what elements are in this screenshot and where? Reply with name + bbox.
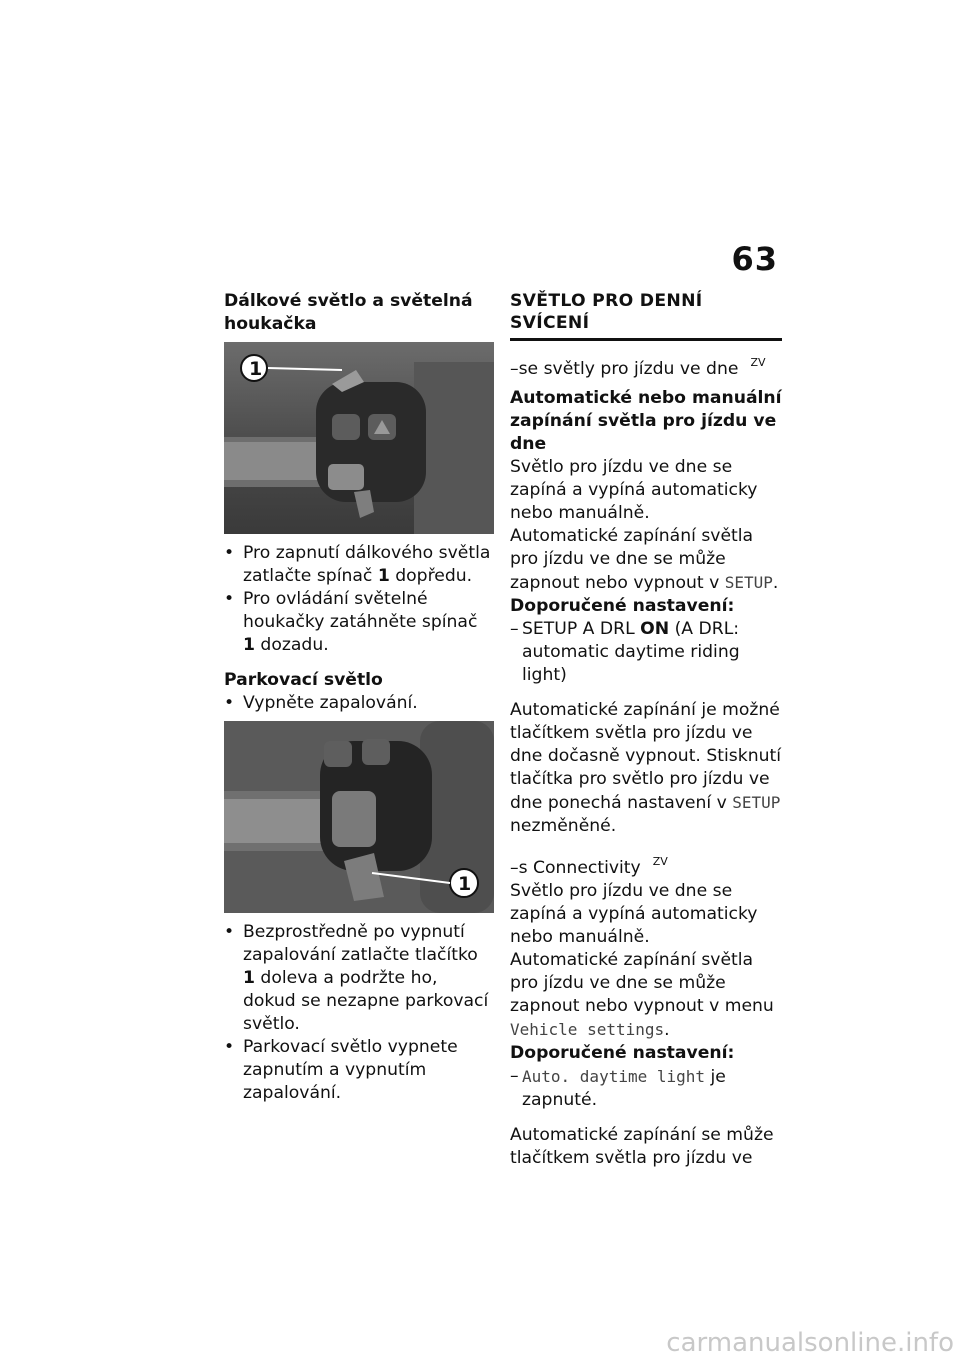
text: SETUP A DRL bbox=[522, 619, 641, 639]
bullet-text: Pro ovládání světelné houkačky zatáhněte spínač bbox=[243, 589, 478, 632]
recommended-heading-2: Doporučené nastavení: bbox=[510, 1043, 735, 1063]
bullet-headlight-flasher bbox=[224, 588, 494, 657]
text: . bbox=[772, 573, 779, 593]
recommended-setting-2 bbox=[510, 1065, 782, 1112]
parking-light-heading: Parkovací světlo bbox=[224, 670, 383, 690]
handlebar-switch-illustration-2 bbox=[224, 721, 494, 913]
zv-badge: ZV bbox=[652, 855, 668, 868]
switch-photo-parking-light bbox=[224, 721, 494, 913]
text: je zapnuté. bbox=[522, 1067, 726, 1110]
recommended-setting-1 bbox=[510, 618, 782, 687]
variant-daytime-light bbox=[510, 351, 782, 381]
dash: – bbox=[510, 1066, 519, 1086]
paragraph-setup bbox=[510, 525, 782, 595]
bullet-text: Bezprostředně po vypnutí zapalování zatlačte tlačítko bbox=[243, 922, 478, 965]
text: . bbox=[664, 1020, 670, 1040]
paragraph-vehicle-settings bbox=[510, 949, 782, 1042]
bullet-text: Pro zapnutí dálkového světla zatlačte spínač bbox=[243, 543, 491, 586]
fig1-callout: 1 bbox=[249, 358, 263, 380]
bullet-dot: • bbox=[224, 543, 235, 563]
bullet-dot: • bbox=[224, 922, 235, 942]
switch-photo-high-beam bbox=[224, 342, 494, 534]
daytime-light-section-title: SVĚTLO PRO DENNÍ SVÍCENÍ bbox=[510, 290, 782, 341]
recommended-heading-1: Doporučené nastavení: bbox=[510, 596, 735, 616]
auto-manual-heading: Automatické nebo manuální zapínání světla pro jízdu ve dne bbox=[510, 388, 782, 454]
bullet-text-after: dozadu. bbox=[254, 635, 329, 655]
bullet-parking-on bbox=[224, 921, 494, 1036]
key-ref: 1 bbox=[243, 635, 255, 655]
bullet-high-beam-on bbox=[224, 542, 494, 588]
bullet-text: Vypněte zapalování. bbox=[243, 693, 418, 713]
menu-vehicle-settings: Vehicle settings bbox=[510, 1020, 665, 1039]
menu-setup: SETUP bbox=[732, 793, 781, 812]
bullet-dot: • bbox=[224, 589, 235, 609]
handlebar-switch-illustration bbox=[224, 342, 494, 534]
paragraph-auto-manual-2: Světlo pro jízdu ve dne se zapíná a vypíná automaticky nebo manuálně. bbox=[510, 881, 758, 947]
menu-setup: SETUP bbox=[724, 573, 773, 592]
menu-auto-daytime-light: Auto. daytime light bbox=[522, 1067, 706, 1086]
text: (A DRL: automatic daytime riding light) bbox=[522, 619, 740, 685]
bullet-dot: • bbox=[224, 1037, 235, 1057]
value-on: ON bbox=[640, 619, 670, 639]
text: Automatické zapínání světla pro jízdu ve dne se může zapnout nebo vypnout v menu bbox=[510, 950, 774, 1016]
key-ref: 1 bbox=[243, 968, 255, 988]
bullet-text-after: dopředu. bbox=[389, 566, 473, 586]
text: nezměněné. bbox=[510, 816, 617, 836]
dash: – bbox=[510, 619, 519, 639]
fig2-callout: 1 bbox=[458, 873, 472, 895]
bullet-text-after: doleva a podržte ho, dokud se nezapne parkovací světlo. bbox=[243, 968, 489, 1034]
paragraph-temporary-off bbox=[510, 699, 782, 838]
zv-badge: ZV bbox=[750, 356, 766, 369]
text: Automatické zapínání světla pro jízdu ve dne se může zapnout nebo vypnout v bbox=[510, 526, 754, 593]
variant-text: –se světly pro jízdu ve dne bbox=[510, 359, 739, 379]
bullet-parking-off bbox=[224, 1036, 494, 1105]
text: Automatické zapínání je možné tlačítkem světla pro jízdu ve dne dočasně vypnout. Stisknutí tlačítka pro světlo pro jízdu ve dne ponechá nastavení v bbox=[510, 700, 781, 813]
variant-text: –s Connectivity bbox=[510, 858, 641, 878]
bullet-dot: • bbox=[224, 693, 235, 713]
bullet-ignition-off bbox=[224, 692, 494, 715]
high-beam-heading: Dálkové světlo a světelná houkačka bbox=[224, 291, 473, 334]
left-column bbox=[224, 290, 494, 1105]
watermark: carmanualsonline.info bbox=[666, 1328, 954, 1358]
key-ref: 1 bbox=[377, 566, 390, 586]
page-number: 63 bbox=[731, 240, 778, 278]
bullet-text: Parkovací světlo vypnete zapnutím a vypnutím zapalování. bbox=[243, 1037, 458, 1103]
right-column bbox=[510, 290, 782, 1170]
variant-connectivity bbox=[510, 850, 782, 880]
paragraph-auto-manual: Světlo pro jízdu ve dne se zapíná a vypíná automaticky nebo manuálně. bbox=[510, 457, 758, 523]
paragraph-continued: Automatické zapínání se může tlačítkem světla pro jízdu ve bbox=[510, 1125, 774, 1168]
